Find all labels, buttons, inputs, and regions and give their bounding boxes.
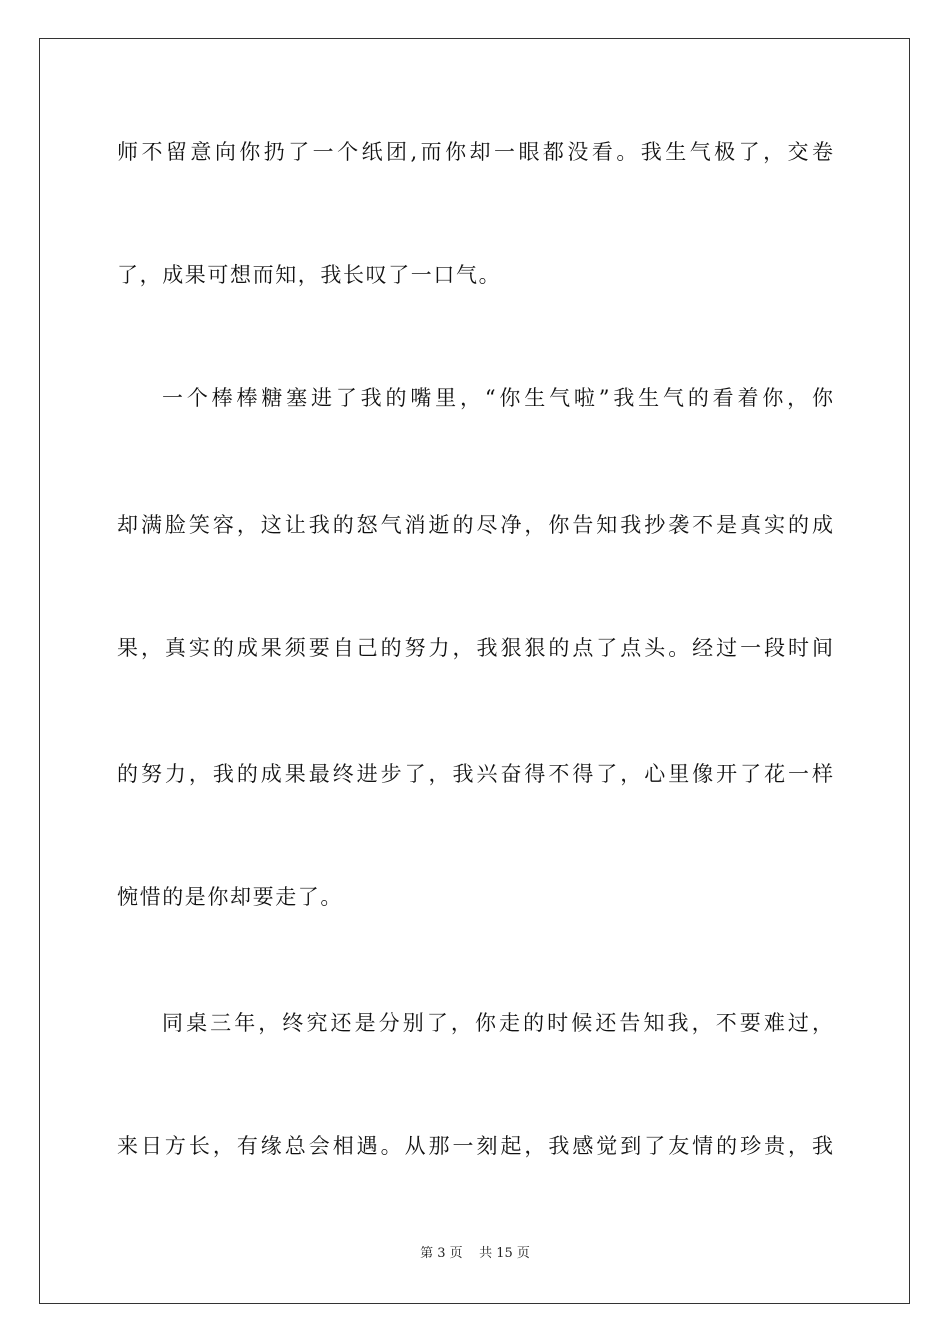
text-line: 师不留意向你扔了一个纸团,而你却一眼都没看。我生气极了，交卷 — [117, 140, 833, 164]
text-line: 却满脸笑容，这让我的怒气消逝的尽净，你告知我抄袭不是真实的成 — [117, 513, 833, 537]
text-line: 来日方长，有缘总会相遇。从那一刻起，我感觉到了友情的珍贵，我 — [117, 1134, 833, 1158]
text-line: 惋惜的是你却要走了。 — [117, 885, 343, 909]
page-number-footer: 第 3 页 共 15 页 — [420, 1246, 530, 1261]
text-line: 的努力，我的成果最终进步了，我兴奋得不得了，心里像开了花一样 — [117, 762, 833, 786]
text-line: 果，真实的成果须要自己的努力，我狠狠的点了点头。经过一段时间 — [117, 636, 833, 660]
paragraph-first-line: 同桌三年，终究还是分别了，你走的时候还告知我，不要难过， — [162, 1011, 833, 1035]
page-border — [39, 38, 910, 1304]
text-line: 了，成果可想而知，我长叹了一口气。 — [117, 263, 502, 287]
paragraph-first-line: 一个棒棒糖塞进了我的嘴里，“你生气啦”我生气的看着你，你 — [162, 386, 833, 410]
